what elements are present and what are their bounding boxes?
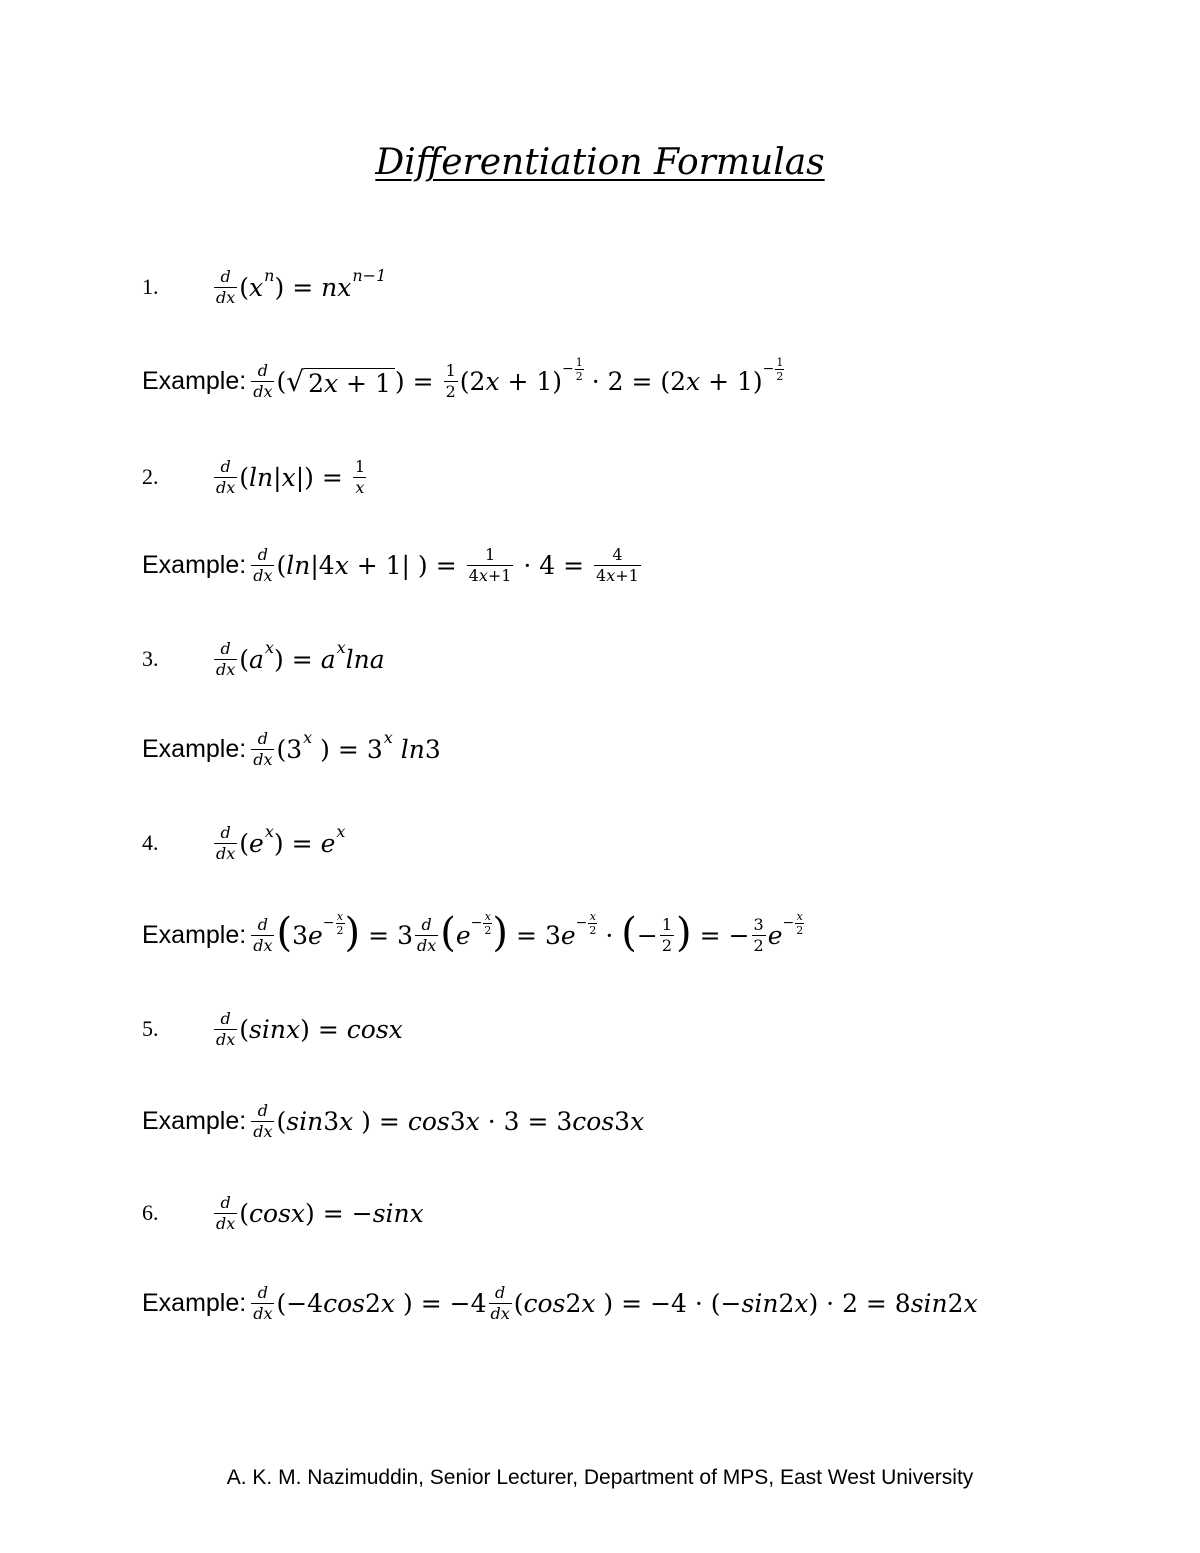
example-5 <box>142 1086 1160 1156</box>
example-expression: $\frac{d}{dx}$ (−4 cos 2 x ) = −4 $\frac{d}{dx}$ ( cos 2 x ) = −4 · (− sin 2 x ) · 2 = 8 sin 2 x <box>253 1282 978 1323</box>
example-3 <box>142 714 1160 784</box>
formula-3 <box>142 624 1160 694</box>
example-label: Example: <box>142 1288 247 1317</box>
formula-2 <box>142 442 1160 512</box>
formula-number: 4. <box>142 830 159 855</box>
formula-expression: $\frac{d}{dx}$ ( cosx ) = − sinx <box>216 1192 424 1233</box>
example-expression: $\frac{d}{dx}$ ( √ 2x + 1 ) = $\frac{1}{2}$ (2 x + 1) − 1 2 · 2 = (2 x + 1) − 1 2 <box>253 355 784 401</box>
example-expression: $\frac{d}{dx}$ ( 3 e − x 2 ) = 3 $\frac{d}{dx}$ ( e − x 2 ) = 3 e − x 2 · ( − $\frac{1}{2}$ ) = − $\frac{3}{2}$ e − x 2 <box>253 909 804 956</box>
page-footer: A. K. M. Nazimuddin, Senior Lecturer, Department of MPS, East West University <box>226 1466 974 1489</box>
formula-expression: $\frac{d}{dx}$ ( e x ) = e x <box>216 821 346 863</box>
derivative-operator: $\frac{d}{dx}$ <box>216 266 236 307</box>
formula-6 <box>142 1178 1160 1248</box>
formula-expression: $\frac{d}{dx}$ ( sinx ) = cosx <box>216 1008 403 1049</box>
example-label: Example: <box>142 366 247 395</box>
example-label: Example: <box>142 920 247 949</box>
example-label: Example: <box>142 550 247 579</box>
formula-4 <box>142 808 1160 878</box>
example-4 <box>142 900 1160 970</box>
example-expression: $\frac{d}{dx}$ (3 x ) = 3 x ln 3 <box>253 727 441 769</box>
formula-5 <box>142 994 1160 1064</box>
example-label: Example: <box>142 1106 247 1135</box>
example-label: Example: <box>142 734 247 763</box>
formula-expression: $\frac{d}{dx}$ ( x n ) = nx n−1 <box>216 265 387 307</box>
example-1 <box>142 346 1160 416</box>
formula-number: 1. <box>142 274 159 299</box>
example-6 <box>142 1268 1160 1338</box>
formula-number: 2. <box>142 464 159 489</box>
formula-expression: $\frac{d}{dx}$ ( a x ) = a x lna <box>216 637 385 679</box>
example-2 <box>142 530 1160 600</box>
page-title: Differentiation Formulas <box>375 142 825 183</box>
formula-1 <box>142 252 1160 322</box>
example-expression: $\frac{d}{dx}$ ( sin 3 x ) = cos 3 x · 3 = 3 cos 3 x <box>253 1100 645 1141</box>
formula-expression: $\frac{d}{dx}$ ( ln | x |) = $\frac{1}{x}$ <box>216 456 366 497</box>
example-expression: $\frac{d}{dx}$ ( ln |4 x + 1| ) = $\frac{1}{4x+1}$ · 4 = $\frac{4}{4x+1}$ <box>253 544 639 585</box>
formula-number: 5. <box>142 1016 159 1041</box>
formula-number: 3. <box>142 646 159 671</box>
formula-number: 6. <box>142 1200 159 1225</box>
